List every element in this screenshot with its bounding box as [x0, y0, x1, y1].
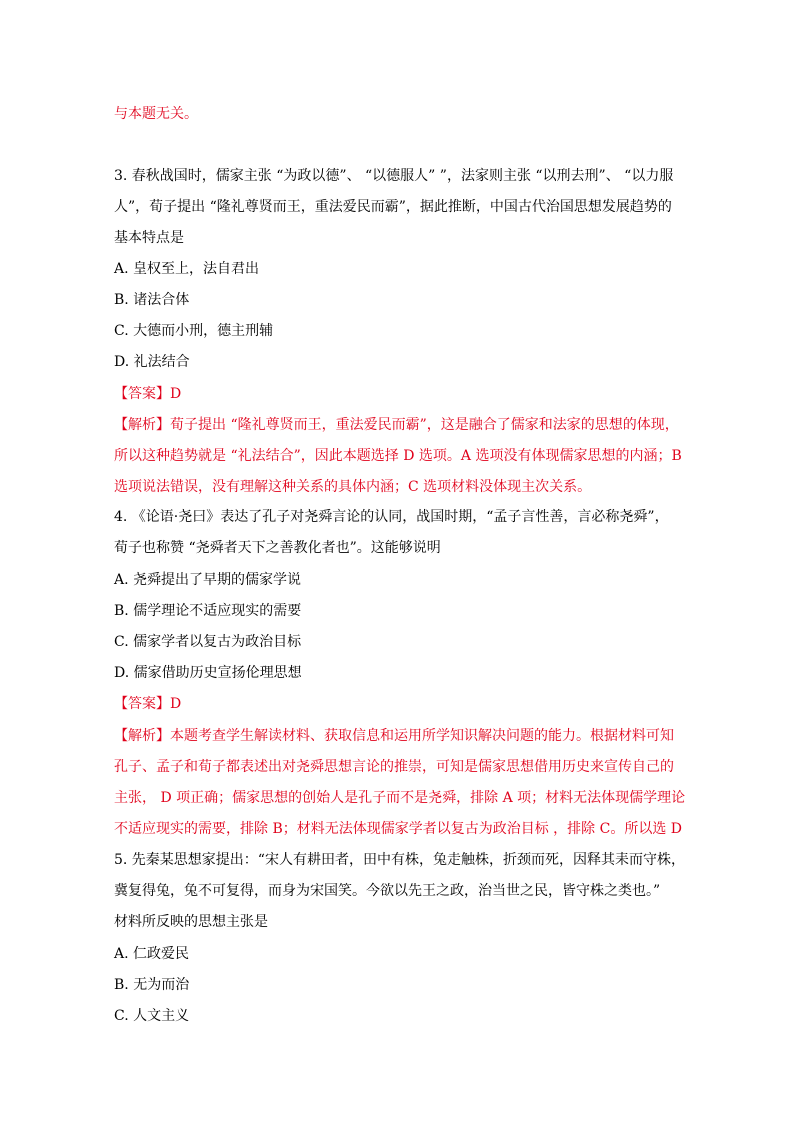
q3-stem-line3: 基本特点是	[114, 230, 184, 246]
q5-stem-line2: 冀复得兔，兔不可复得，而身为宋国笑。今欲以先王之政，治当世之民，皆守株之类也。”	[114, 883, 661, 899]
q4-stem-line1: 4. 《论语·尧曰》表达了孔子对尧舜言论的认同，战国时期，“孟子言性善，言必称尧舜”，	[114, 509, 669, 525]
q4-analysis-line4: 不适应现实的需要，排除 B；材料无法体现儒家学者以复古为政治目标 ，排除 C。所以选 D	[114, 821, 683, 837]
q3-option-b: B. 诸法合体	[114, 292, 190, 308]
q3-stem-line1: 3. 春秋战国时，儒家主张 “为政以德”、 “以德服人” ”，法家则主张 “以刑去刑”、 “以力服	[114, 168, 674, 184]
q5-stem-line1: 5. 先秦某思想家提出：“宋人有耕田者，田中有株，兔走触株，折颈而死，因释其耒而守株，	[114, 852, 685, 868]
q4-option-d: D. 儒家借助历史宣扬伦理思想	[114, 665, 302, 681]
q3-option-d: D. 礼法结合	[114, 354, 190, 370]
q4-analysis-line1: 【解析】本题考查学生解读材料、获取信息和运用所学知识解决问题的能力。根据材料可知	[114, 728, 674, 744]
q3-analysis-line2: 所以这种趋势就是 “礼法结合”，因此本题选择 D 选项。A 选项没有体现儒家思想的内涵；B	[114, 448, 682, 464]
q3-option-c: C. 大德而小刑，德主刑辅	[114, 323, 274, 339]
q4-option-b: B. 儒学理论不适应现实的需要	[114, 603, 302, 619]
q4-analysis-line3: 主张， D 项正确；儒家思想的创始人是孔子而不是尧舜，排除 A 项；材料无法体现儒学理论	[114, 790, 686, 806]
q4-option-c: C. 儒家学者以复古为政治目标	[114, 634, 302, 650]
q4-answer: 【答案】D	[114, 696, 182, 712]
q3-analysis-line3: 选项说法错误，没有理解这种关系的具体内涵；C 选项材料没体现主次关系。	[114, 479, 592, 495]
q5-option-b: B. 无为而治	[114, 977, 190, 993]
q5-stem-line3: 材料所反映的思想主张是	[114, 914, 268, 930]
q4-stem-line2: 荀子也称赞 “尧舜者天下之善教化者也”。这能够说明	[114, 540, 441, 556]
q5-option-c: C. 人文主义	[114, 1008, 190, 1024]
q4-option-a: A. 尧舜提出了早期的儒家学说	[114, 572, 302, 588]
q3-stem-line2: 人”，荀子提出 “隆礼尊贤而王，重法爱民而霸”，据此推断，中国古代治国思想发展趋势的	[114, 199, 672, 215]
prev-analysis-tail: 与本题无关。	[114, 106, 198, 122]
q3-option-a: A. 皇权至上，法自君出	[114, 261, 260, 277]
q3-analysis-line1: 【解析】荀子提出 “隆礼尊贤而王，重法爱民而霸”，这是融合了儒家和法家的思想的体现，	[114, 417, 679, 433]
q4-analysis-line2: 孔子、孟子和荀子都表述出对尧舜思想言论的推崇，可知是儒家思想借用历史来宣传自己的	[114, 759, 674, 775]
q3-answer: 【答案】D	[114, 386, 182, 402]
q5-option-a: A. 仁政爱民	[114, 946, 190, 962]
